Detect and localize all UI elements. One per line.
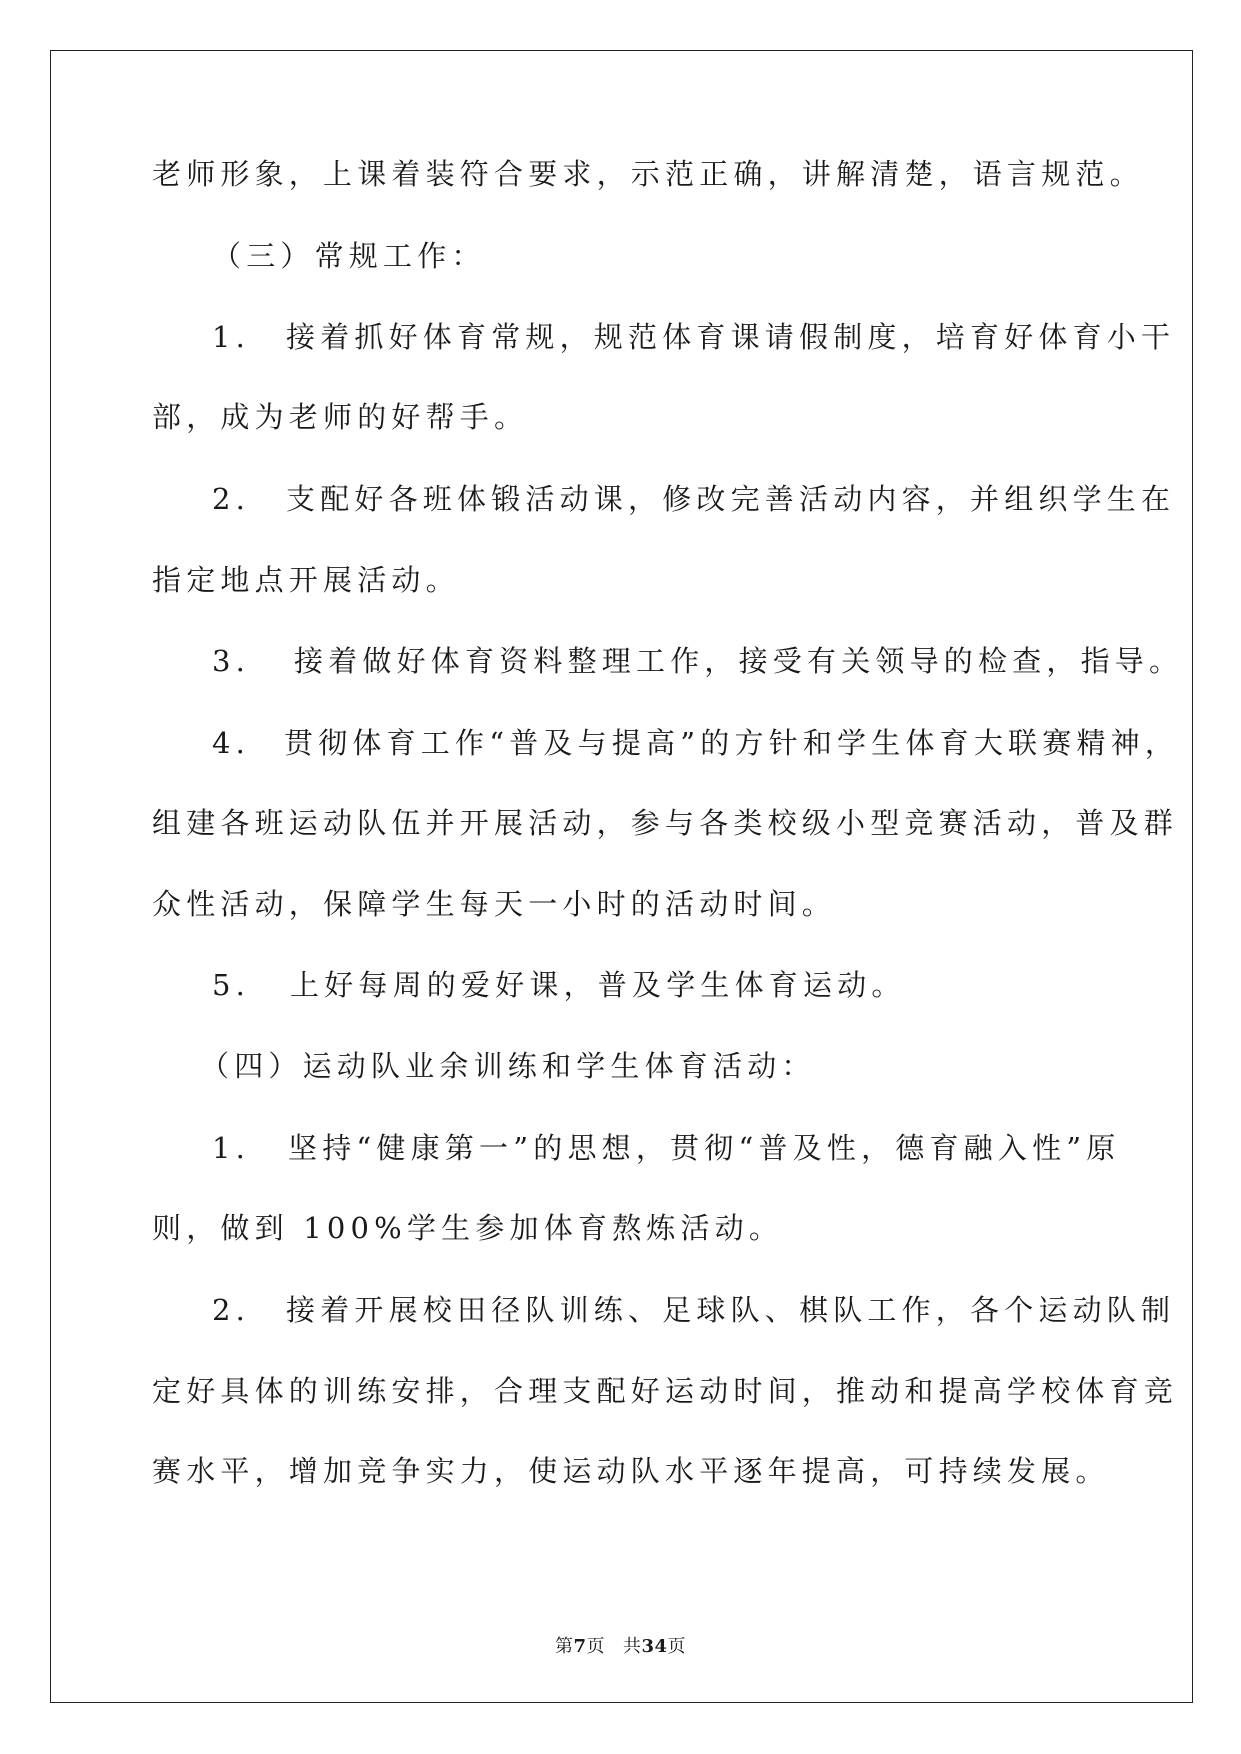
list-item — [212, 1131, 1121, 1165]
line-text: 支配好各班体锻活动课，修改完善活动内容，并组织学生在 — [286, 482, 1176, 516]
paragraph-line — [152, 1374, 1179, 1408]
list-number: 1. — [212, 320, 251, 354]
line-text: 部，成为老师的好帮手。 — [152, 400, 529, 434]
list-item — [212, 644, 1184, 678]
line-text: 接着做好体育资料整理工作，接受有关领导的检查，指导。 — [294, 644, 1184, 678]
paragraph-line — [152, 563, 460, 597]
list-number: 2. — [212, 1293, 251, 1327]
list-number: 5. — [212, 968, 251, 1002]
section-heading — [200, 1049, 816, 1083]
line-text: （四）运动队业余训练和学生体育活动： — [200, 1049, 816, 1083]
line-text: 赛水平，增加竞争实力，使运动队水平逐年提高，可持续发展。 — [152, 1454, 1110, 1488]
list-item — [212, 1293, 1176, 1327]
section-heading — [212, 239, 486, 273]
list-item — [212, 320, 1176, 354]
footer-total-suffix: 页 — [667, 1636, 687, 1657]
paragraph-line — [152, 1211, 784, 1245]
line-text: 坚持“健康第一”的思想，贯彻“普及性，德育融入性”原 — [288, 1131, 1121, 1165]
page-footer — [0, 1632, 1241, 1658]
line-text: 指定地点开展活动。 — [152, 563, 460, 597]
list-item — [212, 482, 1176, 516]
line-text: 接着开展校田径队训练、足球队、棋队工作，各个运动队制 — [286, 1293, 1176, 1327]
footer-page-prefix: 第 — [554, 1636, 574, 1657]
paragraph-line — [152, 806, 1179, 840]
list-number: 3. — [212, 644, 251, 678]
line-text: 接着抓好体育常规，规范体育课请假制度，培育好体育小干 — [286, 320, 1176, 354]
paragraph-line — [152, 1454, 1110, 1488]
line-text: 则，做到 100%学生参加体育熬炼活动。 — [152, 1211, 784, 1245]
line-text: （三）常规工作： — [212, 239, 486, 273]
footer-page-number: 7 — [573, 1636, 587, 1657]
line-text: 老师形象，上课着装符合要求，示范正确，讲解清楚，语言规范。 — [152, 157, 1144, 191]
paragraph-line — [152, 157, 1144, 191]
line-text: 组建各班运动队伍并开展活动，参与各类校级小型竞赛活动，普及群 — [152, 806, 1179, 840]
list-number: 1. — [212, 1131, 251, 1165]
list-number: 2. — [212, 482, 251, 516]
footer-page-suffix: 页 — [586, 1636, 605, 1657]
line-text: 定好具体的训练安排，合理支配好运动时间，推动和提高学校体育竞 — [152, 1374, 1179, 1408]
paragraph-line — [152, 400, 529, 434]
line-text: 众性活动，保障学生每天一小时的活动时间。 — [152, 887, 837, 921]
footer-total-pages: 34 — [641, 1636, 668, 1657]
footer-total-prefix: 共 — [622, 1636, 642, 1657]
line-text: 贯彻体育工作“普及与提高”的方针和学生体育大联赛精神， — [284, 726, 1180, 760]
list-item — [212, 968, 906, 1002]
line-text: 上好每周的爱好课，普及学生体育运动。 — [290, 968, 906, 1002]
list-number: 4. — [212, 726, 251, 760]
list-item — [212, 726, 1180, 760]
paragraph-line — [152, 887, 837, 921]
